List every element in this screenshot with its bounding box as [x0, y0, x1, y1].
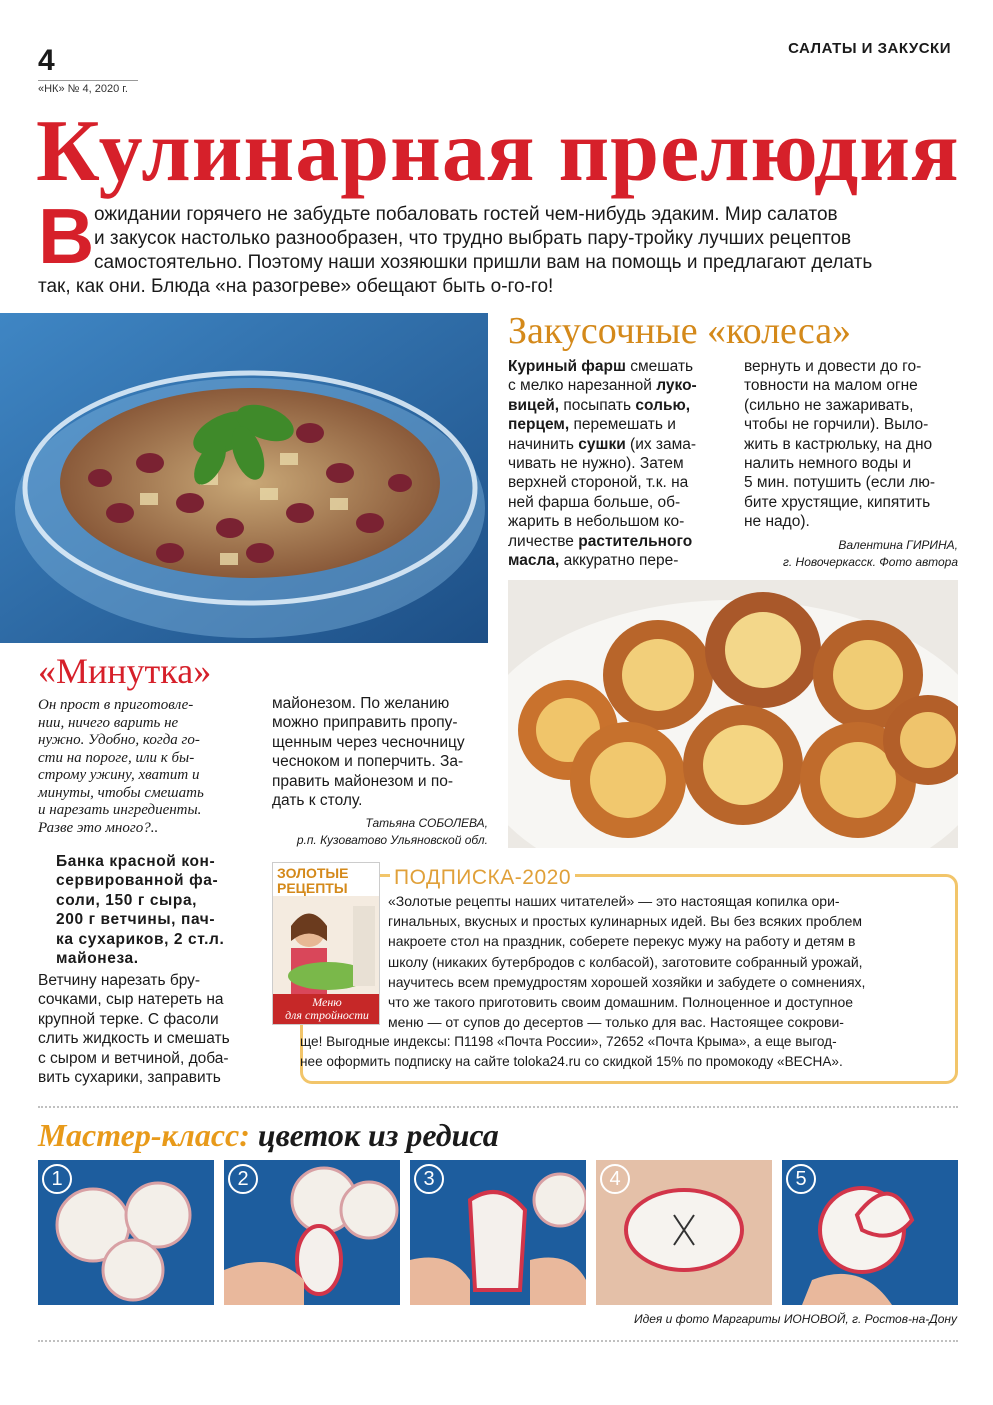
text-line: щенным через чесночницу	[272, 733, 465, 751]
step-number: 3	[414, 1164, 444, 1194]
text-line: нужно. Удобно, когда го-	[38, 732, 200, 748]
text-line: минуты, чтобы смешать	[38, 784, 204, 801]
recipe2-method-left	[38, 971, 256, 1087]
text-line	[508, 512, 724, 531]
text-line: строму ужину, хватит и	[38, 767, 200, 783]
dropcap: В	[38, 192, 95, 280]
text-run: верхней стороной, т.к. на	[508, 474, 689, 492]
text-line: слить жидкость и смешать	[38, 1030, 230, 1048]
text-run: смешать	[625, 358, 694, 375]
text-line	[508, 376, 724, 395]
text-line: майонезом. По желанию	[272, 695, 450, 712]
text-line: сти на пороге, или к бы-	[38, 749, 195, 766]
bold-ingredient: масла,	[508, 552, 560, 570]
ingredient-line: ка сухариков, 2 ст.л.	[56, 930, 225, 948]
step-photo-3	[410, 1160, 586, 1305]
text-line: нии, ничего варить не	[38, 714, 179, 731]
magazine-footer-line: Меню	[312, 995, 342, 1009]
text-line	[508, 435, 724, 454]
text-line: и нарезать ингредиенты.	[38, 802, 202, 818]
text-line: товности на малом огне	[744, 377, 918, 395]
ingredient-line: Банка красной кон-	[56, 853, 216, 870]
text-line	[508, 551, 724, 570]
text-line: Он прост в приготовле-	[38, 697, 194, 713]
magazine-title	[273, 863, 379, 896]
ingredient-line: соли, 150 г сыра,	[56, 891, 198, 909]
magazine-footer	[273, 994, 380, 1024]
author-city: р.п. Кузоватово Ульяновской обл.	[296, 833, 488, 847]
step-photo-5	[782, 1160, 958, 1305]
ingredient-line: майонеза.	[56, 950, 139, 968]
ingredient-line: 200 г ветчины, пач-	[56, 911, 216, 929]
text-line	[508, 415, 724, 434]
recipe1-column-1	[508, 357, 724, 570]
magazine-cover-image	[273, 896, 380, 996]
bold-ingredient: солью,	[635, 396, 691, 414]
text-line: Разве это много?..	[38, 819, 159, 836]
step-photo-4	[596, 1160, 772, 1305]
text-line: вернуть и довести до го-	[744, 358, 922, 375]
recipe2-intro	[38, 697, 254, 837]
text-run: перемешать и	[569, 416, 676, 434]
step-number: 4	[600, 1164, 630, 1194]
text-line: налить немного воды и	[744, 455, 912, 473]
text-line	[508, 473, 724, 492]
text-line: ще! Выгодные индексы: П1198 «Почта России», 72652 «Почта Крыма», а еще выгод-	[300, 1034, 837, 1049]
ingredient-line: сервированной фа-	[56, 872, 219, 890]
text-line: гинальных, вкусных и простых кулинарных идей. Вы без всяких проблем	[388, 913, 863, 930]
text-line	[508, 532, 724, 551]
text-line: Ветчину нарезать бру-	[38, 972, 201, 989]
text-line	[508, 396, 724, 415]
intro-paragraph	[38, 192, 958, 299]
author-name: Татьяна СОБОЛЕВА,	[365, 816, 488, 830]
issue-info: «НК» № 4, 2020 г.	[38, 80, 138, 95]
text-line: чтобы не горчили). Выло-	[744, 416, 929, 434]
step-number: 2	[228, 1164, 258, 1194]
text-line: не надо).	[744, 513, 810, 531]
magazine-title-line: ЗОЛОТЫЕ	[277, 865, 349, 881]
text-line: вить сухарики, заправить	[38, 1069, 221, 1087]
recipe2-ingredients	[56, 852, 256, 968]
step-photo-1	[38, 1160, 214, 1305]
intro-line: самостоятельно. Поэтому наши хозяюшки пришли вам на помощь и предлагают делать	[94, 252, 873, 273]
text-run: посыпать	[559, 396, 636, 414]
text-line: что же такого приготовить своим домашним. Полноценное и доступное	[388, 994, 854, 1011]
bold-ingredient: растительного	[578, 532, 693, 550]
magazine-title-line: РЕЦЕПТЫ	[277, 880, 348, 896]
subscription-text-wide	[300, 1032, 940, 1072]
text-run: личестве	[508, 532, 579, 550]
bold-ingredient: перцем,	[508, 416, 570, 434]
text-line: научитесь всем премудростям хорошей хозяйки и забудете о сомнениях,	[388, 973, 866, 990]
headline: Кулинарная прелюдия	[36, 103, 960, 200]
text-run: жарить в небольшом ко-	[508, 513, 685, 531]
master-class-title	[38, 1117, 499, 1154]
text-run: ней фарша больше, об-	[508, 493, 681, 511]
bold-ingredient: Куриный фарш	[508, 358, 626, 375]
recipe2-title: «Минутка»	[38, 651, 212, 691]
text-line: 5 мин. потушить (если лю-	[744, 474, 936, 492]
text-run: чивать не нужно). Затем	[508, 455, 684, 473]
text-run: (их зама-	[625, 435, 697, 453]
text-line: (сильно не зажаривать,	[744, 396, 914, 414]
recipe2-method-right	[272, 694, 490, 810]
text-line: дать к столу.	[272, 792, 363, 810]
text-line: править майонезом и по-	[272, 772, 454, 790]
text-run: аккуратно пере-	[559, 552, 679, 570]
text-line: меню — от супов до десертов — только для вас. Настоящее сокрови-	[388, 1014, 844, 1031]
wheels-photo	[508, 580, 958, 848]
text-line: жить в кастрюльку, на дно	[744, 435, 933, 453]
author-city: г. Новочеркасск. Фото автора	[782, 555, 958, 569]
section-title: САЛАТЫ И ЗАКУСКИ	[788, 40, 951, 57]
bold-ingredient: вицей,	[508, 396, 560, 414]
intro-line: и закусок настолько разнообразен, что трудно выбрать пару-тройку лучших рецептов	[94, 228, 852, 249]
subscription-text	[388, 891, 948, 1032]
divider	[38, 1340, 958, 1342]
intro-line: так, как они. Блюда «на разогреве» обещают быть о-го-го!	[38, 276, 554, 297]
author-name: Валентина ГИРИНА,	[838, 538, 958, 552]
text-line: школу (никаких бутербродов с колбасой), заготовите собранный урожай,	[388, 953, 863, 970]
recipe1-signature	[744, 537, 958, 571]
divider	[38, 1106, 958, 1108]
salad-photo	[0, 313, 488, 643]
magazine-cover	[272, 862, 380, 1025]
text-line: «Золотые рецепты наших читателей» — это настоящая копилка ори-	[388, 893, 840, 909]
text-run: начинить	[508, 435, 579, 453]
text-line: можно приправить пропу-	[272, 714, 458, 732]
text-line: накроете стол на праздник, соберете перекус мужу на работу и детям в	[388, 933, 856, 950]
text-line: бите хрустящие, кипятить	[744, 493, 931, 511]
text-line	[508, 357, 724, 376]
recipe1-column-2	[744, 357, 959, 532]
text-line: с сыром и ветчиной, доба-	[38, 1049, 229, 1067]
text-line: крупной терке. С фасоли	[38, 1010, 219, 1028]
text-line: нее оформить подписку на сайте toloka24.ru со скидкой 15% по промокоду «ВЕСНА».	[300, 1054, 843, 1070]
step-number: 5	[786, 1164, 816, 1194]
text-line	[508, 454, 724, 473]
master-class-label: Мастер-класс:	[38, 1117, 250, 1153]
intro-line: ожидании горячего не забудьте побаловать гостей чем-нибудь эдаким. Мир салатов	[94, 204, 838, 225]
recipe2-signature	[272, 815, 488, 849]
photo-credit: Идея и фото Маргариты ИОНОВОЙ, г. Ростов-на-Дону	[634, 1312, 957, 1326]
magazine-footer-line: для стройности	[285, 1008, 369, 1022]
step-photo-2	[224, 1160, 400, 1305]
text-run: с мелко нарезанной	[508, 377, 657, 395]
bold-ingredient: луко-	[656, 377, 697, 395]
master-class-subject: цветок из редиса	[249, 1117, 499, 1153]
text-line	[508, 493, 724, 512]
step-number: 1	[42, 1164, 72, 1194]
text-line: чесноком и поперчить. За-	[272, 753, 464, 771]
page-number: 4	[38, 44, 55, 77]
bold-ingredient: сушки	[578, 435, 626, 453]
subscription-title: ПОДПИСКА-2020	[390, 866, 575, 890]
recipe1-title: Закусочные «колеса»	[508, 310, 852, 352]
text-line: сочками, сыр натереть на	[38, 991, 224, 1009]
